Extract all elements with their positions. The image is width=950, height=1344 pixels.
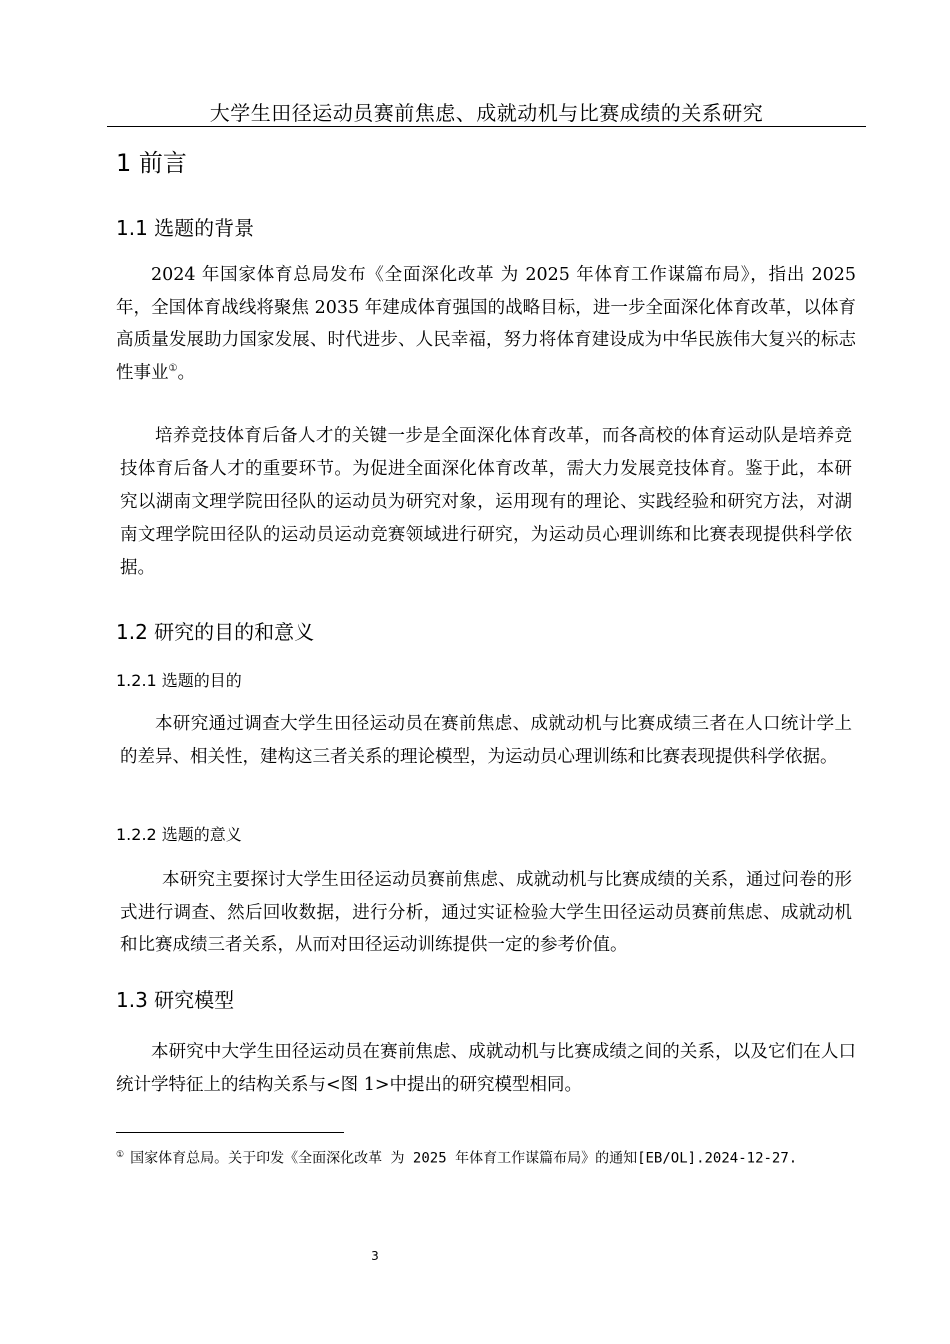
purpose-paragraph: 本研究通过调查大学生田径运动员在赛前焦虑、成就动机与比赛成绩三者在人口统计学上的差异、相关性，建构这三者关系的理论模型，为运动员心理训练和比赛表现提供科学依据。 — [120, 714, 852, 767]
section-1-2-1-heading: 1.2.1 选题的目的 — [116, 671, 242, 690]
section-1-3-heading: 1.3 研究模型 — [116, 988, 235, 1012]
footnote-separator — [116, 1132, 344, 1133]
footnote-reference[interactable]: ① — [168, 362, 178, 374]
background-paragraph-1-end: 。 — [177, 362, 195, 383]
background-paragraph-1-text: 2024 年国家体育总局发布《全面深化改革 为 2025 年体育工作谋篇布局》，指出 2025 年，全国体育战线将聚焦 2035 年建成体育强国的战略目标，进一步全面深化体育改革，以体育高质量发展助力国家发展、时代进步、人民幸福，努力将体育建设成为中华民族伟大复兴的标志性事业 — [116, 265, 856, 383]
footnote-mark: ① — [116, 1150, 125, 1160]
section-1-2-2-heading: 1.2.2 选题的意义 — [116, 825, 242, 844]
section-1-1-heading: 1.1 选题的背景 — [116, 216, 255, 240]
footnote — [116, 1143, 856, 1171]
section-1-heading: 1 前言 — [116, 149, 187, 177]
background-paragraph-1 — [116, 259, 856, 389]
footnote-text: 国家体育总局。关于印发《全面深化改革 为 2025 年体育工作谋篇布局》的通知[EB/OL].2024-12-27. — [130, 1150, 798, 1167]
header-rule — [107, 126, 866, 127]
model-paragraph: 本研究中大学生田径运动员在赛前焦虑、成就动机与比赛成绩之间的关系，以及它们在人口统计学特征上的结构关系与<图 1>中提出的研究模型相同。 — [116, 1042, 856, 1095]
significance-paragraph: 本研究主要探讨大学生田径运动员赛前焦虑、成就动机与比赛成绩的关系，通过问卷的形式进行调查、然后回收数据，进行分析，通过实证检验大学生田径运动员赛前焦虑、成就动机和比赛成绩三者关系，从而对田径运动训练提供一定的参考价值。 — [120, 870, 852, 955]
section-1-2-heading: 1.2 研究的目的和意义 — [116, 620, 315, 644]
background-paragraph-2: 培养竞技体育后备人才的关键一步是全面深化体育改革，而各高校的体育运动队是培养竞技体育后备人才的重要环节。为促进全面深化体育改革，需大力发展竞技体育。鉴于此，本研究以湖南文理学院田径队的运动员为研究对象，运用现有的理论、实践经验和研究方法，对湖南文理学院田径队的运动员运动竞赛领域进行研究，为运动员心理训练和比赛表现提供科学依据。 — [120, 426, 852, 578]
running-header: 大学生田径运动员赛前焦虑、成就动机与比赛成绩的关系研究 — [209, 101, 764, 125]
page-number: 3 — [371, 1249, 379, 1263]
